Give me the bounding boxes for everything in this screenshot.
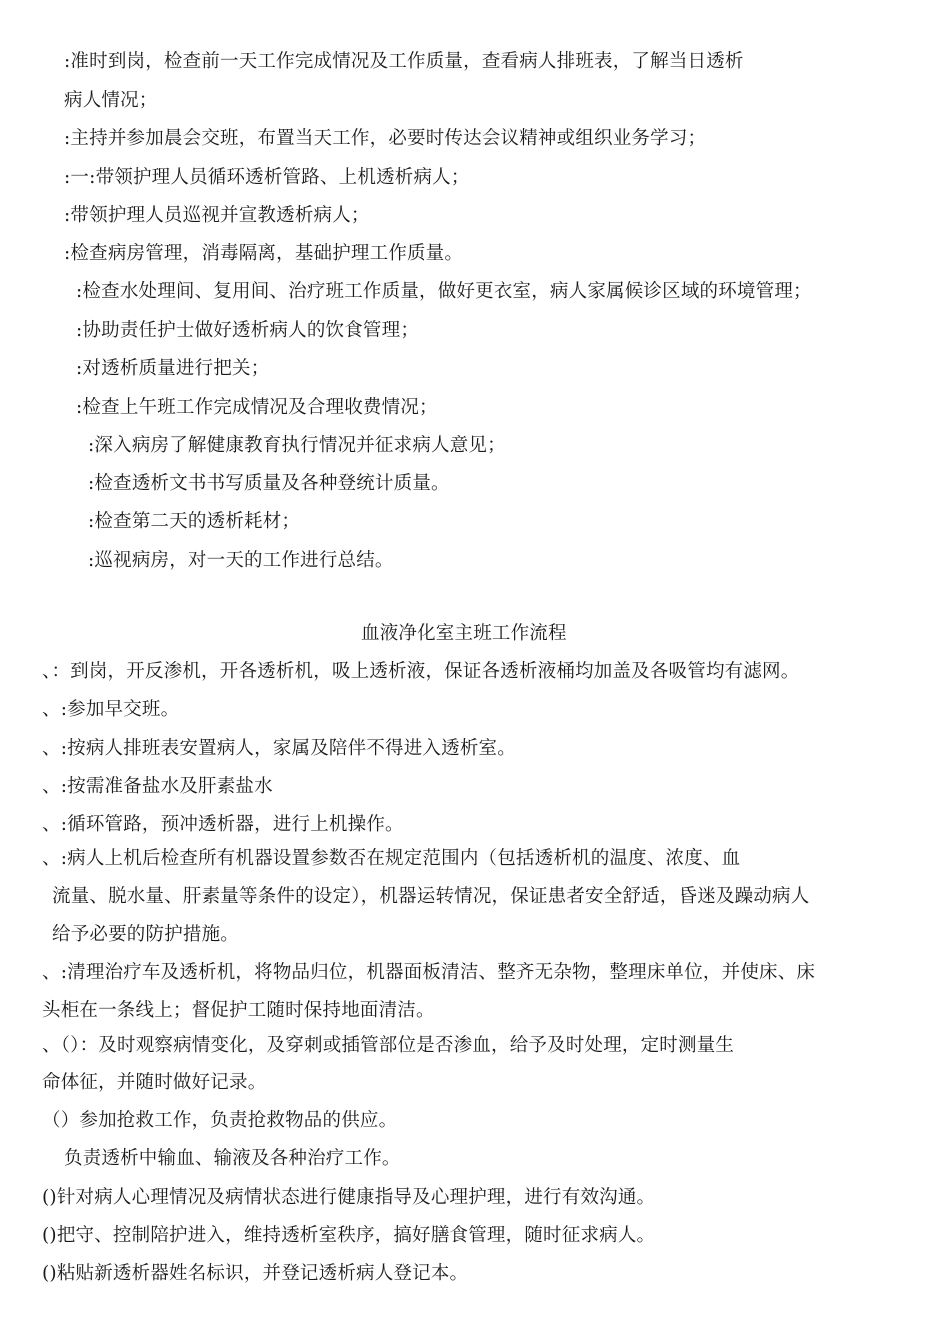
duty-line-13: :检查第二天的透析耗材； bbox=[88, 511, 301, 532]
flow-line-6: 、:病人上机后检查所有机器设置参数否在规定范围内（包括透析机的温度、浓度、血 bbox=[42, 848, 741, 869]
flow-line-7: 流量、脱水量、肝素量等条件的设定），机器运转情况，保证患者安全舒适，昏迷及躁动病人 bbox=[52, 886, 810, 907]
section-title: 血液净化室主班工作流程 bbox=[361, 623, 567, 644]
duty-line-4: :一:带领护理人员循环透析管路、上机透析病人； bbox=[64, 167, 470, 188]
duty-line-1: :准时到岗，检查前一天工作完成情况及工作质量，查看病人排班表，了解当日透析 bbox=[64, 51, 744, 72]
flow-line-16: ()把守、控制陪护进入，维持透析室秩序，搞好膳食管理，随时征求病人。 bbox=[42, 1225, 656, 1246]
flow-line-17: ()粘贴新透析器姓名标识，并登记透析病人登记本。 bbox=[42, 1263, 469, 1284]
duty-line-12: :检查透析文书书写质量及各种登统计质量。 bbox=[88, 473, 450, 494]
flow-line-10: 头柜在一条线上；督促护工随时保持地面清洁。 bbox=[42, 1000, 435, 1021]
flow-line-2: 、:参加早交班。 bbox=[42, 699, 180, 720]
flow-line-3: 、:按病人排班表安置病人，家属及陪伴不得进入透析室。 bbox=[42, 738, 516, 759]
flow-line-15: ()针对病人心理情况及病情状态进行健康指导及心理护理，进行有效沟通。 bbox=[42, 1187, 656, 1208]
flow-line-11: 、（）：及时观察病情变化，及穿刺或插管部位是否渗血，给予及时处理，定时测量生 bbox=[42, 1035, 735, 1056]
duty-line-6: :检查病房管理，消毒隔离，基础护理工作质量。 bbox=[64, 243, 464, 264]
flow-line-13: （）参加抢救工作，负责抢救物品的供应。 bbox=[42, 1110, 398, 1131]
flow-line-1: 、：到岗，开反渗机，开各透析机，吸上透析液，保证各透析液桶均加盖及各吸管均有滤网。 bbox=[42, 661, 800, 682]
duty-line-9: :对透析质量进行把关； bbox=[76, 358, 270, 379]
duty-line-7: :检查水处理间、复用间、治疗班工作质量，做好更衣室，病人家属候诊区域的环境管理； bbox=[76, 281, 812, 302]
flow-line-4: 、:按需准备盐水及肝素盐水 bbox=[42, 776, 273, 797]
duty-line-8: :协助责任护士做好透析病人的饮食管理； bbox=[76, 320, 420, 341]
flow-line-12: 命体征，并随时做好记录。 bbox=[42, 1072, 267, 1093]
duty-line-3: :主持并参加晨会交班，布置当天工作，必要时传达会议精神或组织业务学习； bbox=[64, 128, 707, 149]
flow-line-8: 给予必要的防护措施。 bbox=[52, 924, 240, 945]
duty-line-2: 病人情况； bbox=[64, 90, 158, 111]
duty-line-10: :检查上午班工作完成情况及合理收费情况； bbox=[76, 397, 438, 418]
flow-line-5: 、:循环管路，预冲透析器，进行上机操作。 bbox=[42, 814, 404, 835]
flow-line-14: 负责透析中输血、输液及各种治疗工作。 bbox=[64, 1148, 401, 1169]
duty-line-14: :巡视病房，对一天的工作进行总结。 bbox=[88, 550, 394, 571]
flow-line-9: 、:清理治疗车及透析机，将物品归位，机器面板清洁、整齐无杂物，整理床单位，并使床、床 bbox=[42, 962, 816, 983]
duty-line-11: :深入病房了解健康教育执行情况并征求病人意见； bbox=[88, 435, 506, 456]
duty-line-5: :带领护理人员巡视并宣教透析病人； bbox=[64, 205, 370, 226]
